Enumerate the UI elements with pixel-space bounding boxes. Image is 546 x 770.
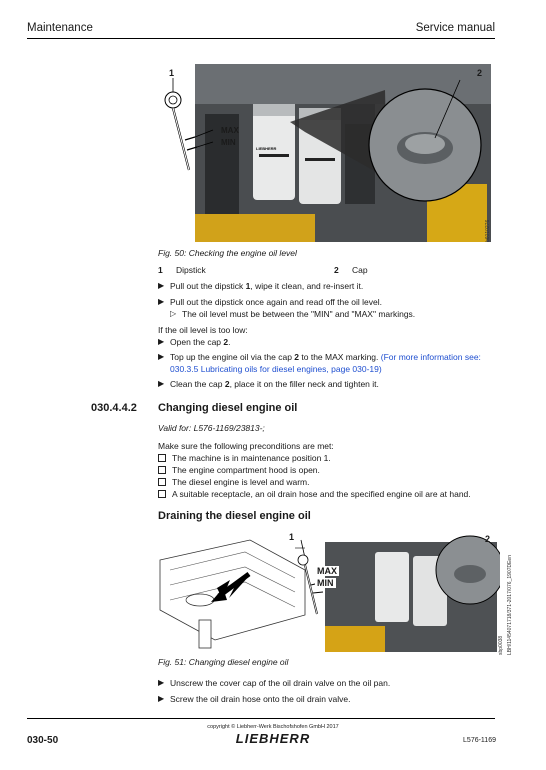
callout-2: 2 bbox=[477, 68, 483, 78]
document-code: LBH/11454071718/371-2017/076_1907DEen bbox=[507, 555, 513, 655]
step-top-up: ▶ Top up the engine oil via the cap 2 to the MAX marking. (For more information see: 030.3.5 Lubricating oils for diesel engines, page 030-19) bbox=[158, 352, 481, 374]
precondition-item: A suitable receptacle, an oil drain hose and the specified engine oil are at hand. bbox=[158, 488, 471, 500]
copyright: copyright © Liebherr-Werk Bischofshofen GmbH 2017 bbox=[207, 724, 339, 730]
footer-rule bbox=[27, 718, 495, 719]
legend-label-1: Dipstick bbox=[176, 265, 206, 275]
figure-50 bbox=[155, 60, 495, 245]
step-clean-cap: ▶ Clean the cap 2, place it on the filler neck and tighten it. bbox=[158, 379, 379, 389]
step-arrow-icon: ▶ bbox=[158, 281, 165, 290]
preconditions-intro: Make sure the following preconditions are met: bbox=[158, 441, 334, 451]
step-arrow-icon: ▶ bbox=[158, 694, 165, 703]
step-pull-dipstick: ▶ Pull out the dipstick 1, wipe it clean, and re-insert it. bbox=[158, 281, 364, 291]
draining-title: Draining the diesel engine oil bbox=[158, 510, 311, 522]
step-arrow-icon: ▶ bbox=[158, 678, 165, 687]
result-triangle-icon: ▷ bbox=[170, 309, 177, 318]
liebherr-logo: LIEBHERR bbox=[235, 731, 311, 746]
legend-num-1: 1 bbox=[158, 265, 163, 275]
step-arrow-icon: ▶ bbox=[158, 297, 165, 306]
max-label: MAX bbox=[317, 566, 337, 576]
min-label: MIN bbox=[221, 138, 236, 147]
checkbox-icon bbox=[158, 490, 166, 498]
section-title: Changing diesel engine oil bbox=[158, 402, 298, 414]
max-label: MAX bbox=[221, 126, 239, 135]
step-open-cap: ▶ Open the cap 2. bbox=[158, 337, 231, 347]
precondition-item: The diesel engine is level and warm. bbox=[158, 476, 310, 488]
machine-model: L576-1169 bbox=[463, 737, 496, 744]
step-arrow-icon: ▶ bbox=[158, 379, 165, 388]
checkbox-icon bbox=[158, 478, 166, 486]
callout-2: 2 bbox=[485, 534, 491, 544]
section-number: 030.4.4.2 bbox=[91, 402, 137, 414]
checkbox-icon bbox=[158, 466, 166, 474]
low-level-intro: If the oil level is too low: bbox=[158, 325, 248, 335]
valid-for: Valid for: L576-1169/23813-; bbox=[158, 423, 265, 433]
step-screw-hose: ▶ Screw the oil drain hose onto the oil drain valve. bbox=[158, 694, 351, 704]
legend-label-2: Cap bbox=[352, 265, 368, 275]
figure-50-caption: Fig. 50: Checking the engine oil level bbox=[158, 248, 297, 258]
callout-1: 1 bbox=[289, 532, 295, 542]
checkbox-icon bbox=[158, 454, 166, 462]
precondition-item: The machine is in maintenance position 1. bbox=[158, 452, 331, 464]
figure-50-code: b6010276 bbox=[485, 219, 491, 242]
step-arrow-icon: ▶ bbox=[158, 352, 165, 361]
legend-num-2: 2 bbox=[334, 265, 339, 275]
header-section: Maintenance bbox=[27, 22, 93, 34]
header-rule bbox=[27, 38, 495, 39]
header-manual-type: Service manual bbox=[415, 22, 495, 34]
cross-reference-link[interactable]: (For more information see: 030.3.5 Lubricating oils for diesel engines, page 030-19) bbox=[170, 352, 481, 374]
page-number: 030-50 bbox=[27, 735, 59, 746]
result-level-range: ▷ The oil level must be between the "MIN" and "MAX" markings. bbox=[170, 309, 416, 319]
filter-brand-label: LIEBHERR bbox=[256, 146, 277, 151]
figure-51 bbox=[155, 530, 500, 655]
min-label: MIN bbox=[317, 578, 334, 588]
step-read-level: ▶ Pull out the dipstick once again and read off the oil level. bbox=[158, 297, 383, 307]
figure-51-code: sbp0038 bbox=[498, 635, 504, 655]
figure-51-caption: Fig. 51: Changing diesel engine oil bbox=[158, 657, 289, 667]
step-unscrew-cover: ▶ Unscrew the cover cap of the oil drain valve on the oil pan. bbox=[158, 678, 391, 688]
precondition-item: The engine compartment hood is open. bbox=[158, 464, 320, 476]
step-arrow-icon: ▶ bbox=[158, 337, 165, 346]
callout-1: 1 bbox=[169, 68, 175, 78]
